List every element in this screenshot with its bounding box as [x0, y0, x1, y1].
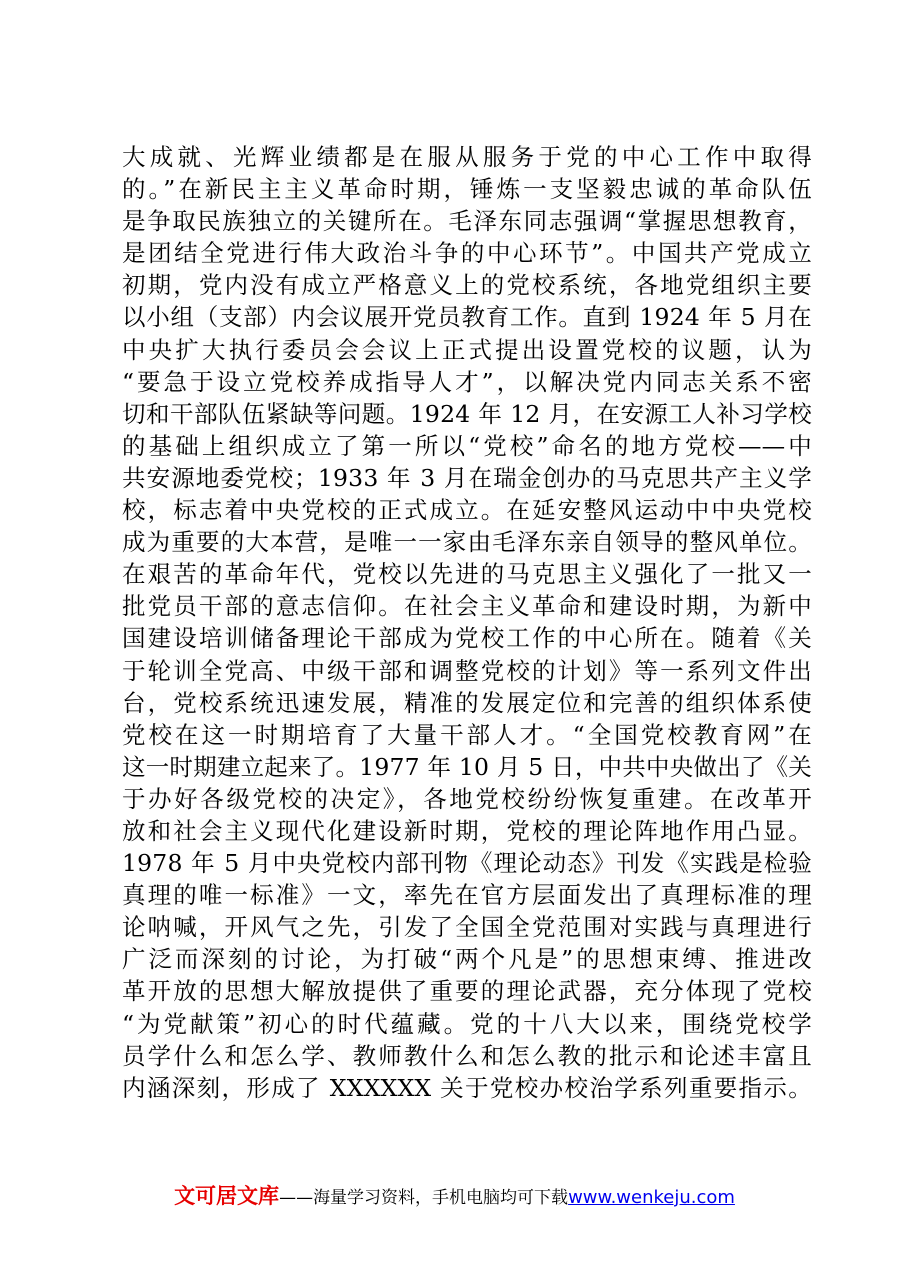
text-line: 于轮训全党高、中级干部和调整党校的计划》等一系列文件出: [122, 656, 812, 685]
text-line: 广泛而深刻的讨论，为打破“两个凡是”的思想束缚、推进改: [122, 945, 812, 974]
text-line: 大成就、光辉业绩都是在服从服务于党的中心工作中取得: [122, 143, 812, 171]
text-line: 1978 年 5 月中央党校内部刊物《理论动态》刊发《实践是检验: [122, 849, 812, 878]
footer-website-link[interactable]: www.wenkeju.com: [568, 1187, 735, 1208]
text-line: 论呐喊，开风气之先，引发了全国全党范围对实践与真理进行: [122, 913, 812, 942]
text-line: 的。”在新民主主义革命时期，锤炼一支坚毅忠诚的革命队伍: [122, 175, 812, 204]
text-line: 的基础上组织成立了第一所以“党校”命名的地方党校——中: [122, 431, 812, 460]
text-line: 中央扩大执行委员会会议上正式提出设置党校的议题，认为: [122, 335, 812, 364]
text-line: 真理的唯一标准》一文，率先在官方层面发出了真理标准的理: [122, 881, 812, 910]
text-line: 是争取民族独立的关键所在。毛泽东同志强调“掌握思想教育，: [122, 207, 812, 236]
text-line: 党校在这一时期培育了大量干部人才。“全国党校教育网”在: [122, 720, 812, 749]
text-line: 批党员干部的意志信仰。在社会主义革命和建设时期，为新中: [122, 592, 812, 621]
text-line: 在艰苦的革命年代，党校以先进的马克思主义强化了一批又一: [122, 560, 812, 589]
text-line: 内涵深刻，形成了 XXXXXX 关于党校办校治学系列重要指示。: [122, 1073, 812, 1102]
text-line: 台，党校系统迅速发展，精准的发展定位和完善的组织体系使: [122, 688, 812, 717]
footer-tagline: ——海量学习资料，手机电脑均可下载: [279, 1188, 569, 1208]
body-paragraph: [122, 141, 812, 1104]
text-line: 共安源地委党校；1933 年 3 月在瑞金创办的马克思共产主义学: [122, 463, 812, 492]
text-line: 切和干部队伍紧缺等问题。1924 年 12 月，在安源工人补习学校: [122, 399, 812, 428]
text-line: 以小组（支部）内会议展开党员教育工作。直到 1924 年 5 月在: [122, 303, 812, 332]
text-line: 放和社会主义现代化建设新时期，党校的理论阵地作用凸显。: [122, 816, 812, 845]
text-line: 是团结全党进行伟大政治斗争的中心环节”。中国共产党成立: [122, 239, 812, 268]
text-line: “要急于设立党校养成指导人才”，以解决党内同志关系不密: [122, 367, 812, 396]
footer-banner: [0, 1180, 909, 1210]
footer-brand: 文可居文库: [174, 1184, 280, 1208]
text-line: “为党献策”初心的时代蕴藏。党的十八大以来，围绕党校学: [122, 1009, 812, 1038]
text-line: 校，标志着中央党校的正式成立。在延安整风运动中中央党校: [122, 496, 812, 525]
text-line: 国建设培训储备理论干部成为党校工作的中心所在。随着《关: [122, 624, 812, 653]
text-line: 革开放的思想大解放提供了重要的理论武器，充分体现了党校: [122, 977, 812, 1006]
text-line: 这一时期建立起来了。1977 年 10 月 5 日，中共中央做出了《关: [122, 752, 812, 781]
text-line: 于办好各级党校的决定》，各地党校纷纷恢复重建。在改革开: [122, 784, 812, 813]
text-line: 员学什么和怎么学、教师教什么和怎么教的批示和论述丰富且: [122, 1041, 812, 1070]
text-line: 初期，党内没有成立严格意义上的党校系统，各地党组织主要: [122, 271, 812, 300]
text-line: 成为重要的大本营，是唯一一家由毛泽东亲自领导的整风单位。: [122, 528, 812, 557]
